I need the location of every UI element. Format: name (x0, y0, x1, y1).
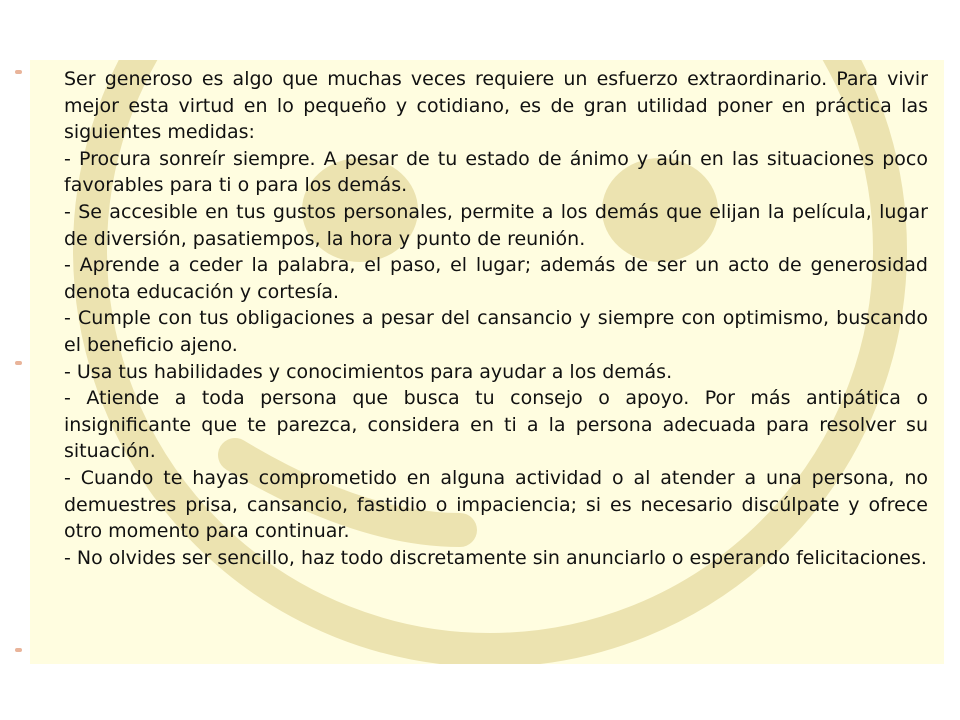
list-item: - Usa tus habilidades y conocimientos para ayudar a los demás. (64, 360, 673, 383)
list-item: - Se accesible en tus gustos personales, permite a los demás que elijan la película, lugar de diversión, pasatiempos, la hora y punto de reunión. (64, 200, 928, 250)
list-item: - Cuando te hayas comprometido en alguna actividad o al atender a una persona, no demuestres prisa, cansancio, fastidio o impaciencia; si es necesario discúlpate y ofrece otro momento para continuar. (64, 466, 928, 543)
list-item: - Procura sonreír siempre. A pesar de tu estado de ánimo y aún en las situaciones poco favorables para ti o para los demás. (64, 147, 928, 197)
bullet-marker-bottom (15, 648, 22, 652)
list-item: - No olvides ser sencillo, haz todo discretamente sin anunciarlo o esperando felicitaciones. (64, 546, 927, 569)
list-item: - Atiende a toda persona que busca tu consejo o apoyo. Por más antipática o insignificante que te parezca, considera en ti a la persona adecuada para resolver su situación. (64, 387, 928, 463)
bullet-marker-top (15, 70, 22, 74)
list-item: - Cumple con tus obligaciones a pesar del cansancio y siempre con optimismo, buscando el beneficio ajeno. (64, 307, 928, 356)
intro-paragraph: Ser generoso es algo que muchas veces requiere un esfuerzo extraordinario. Para vivir mejor esta virtud en lo pequeño y cotidiano, es de gran utilidad poner en práctica las siguientes medidas: (64, 68, 928, 144)
bullet-marker-middle (15, 361, 22, 365)
content-panel (30, 60, 944, 664)
list-item: - Aprende a ceder la palabra, el paso, el lugar; además de ser un acto de generosidad denota educación y cortesía. (64, 254, 928, 303)
body-text (64, 66, 928, 571)
